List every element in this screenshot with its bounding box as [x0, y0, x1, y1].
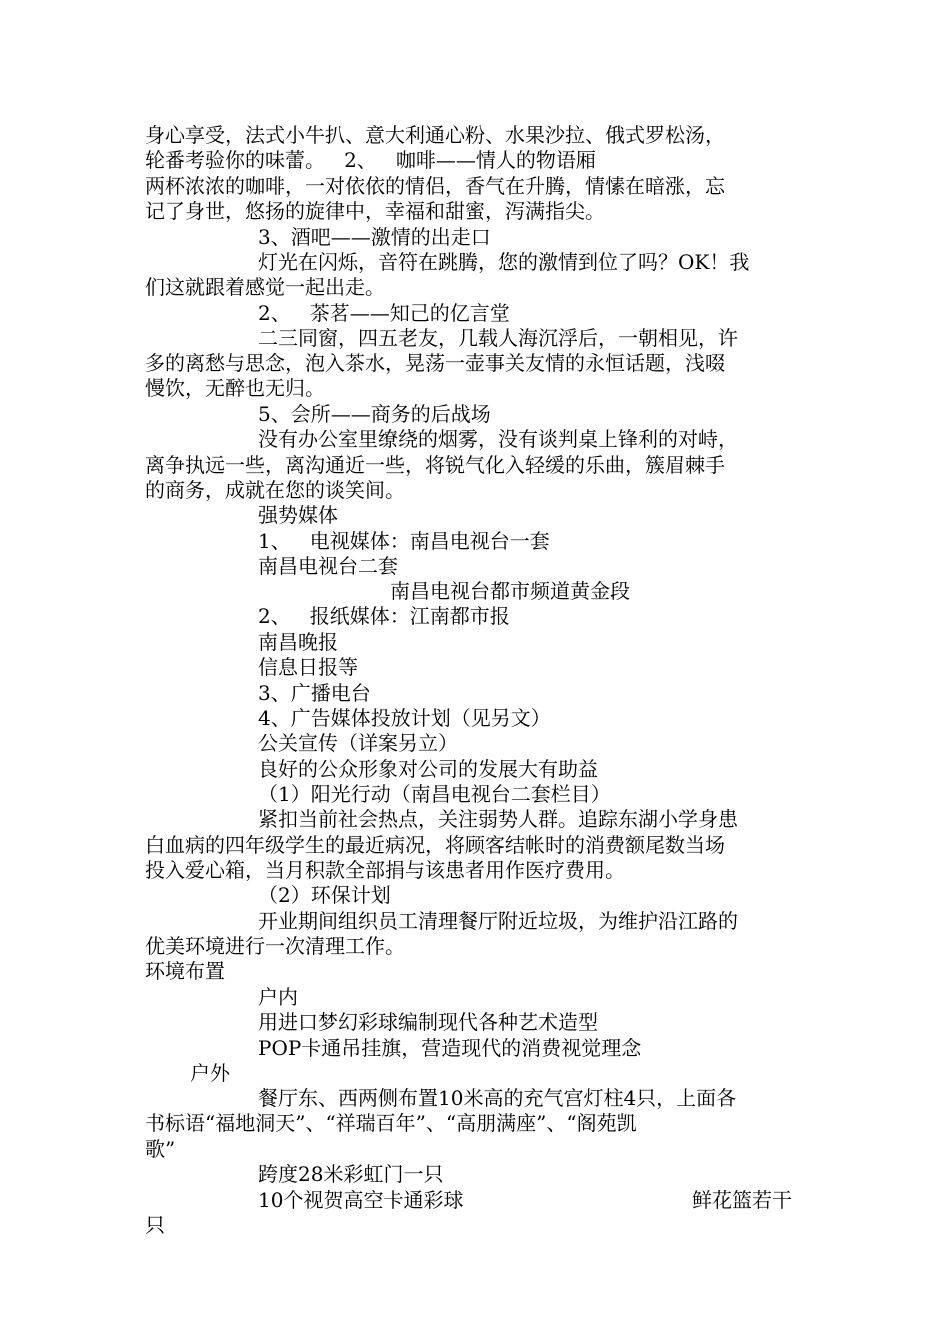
text-line: 10个视贺高空卡通彩球 [258, 1188, 464, 1212]
text-line: 书标语“福地洞天”、“祥瑞百年”、“高朋满座”、“阁苑凯 [145, 1111, 637, 1135]
section-heading: 环境布置 [145, 959, 225, 983]
text-line: 只 [145, 1213, 165, 1237]
text-line: 南昌电视台二套 [258, 554, 398, 578]
text-line: 两杯浓浓的咖啡，一对依依的情侣，香气在升腾，情愫在暗涨，忘 [145, 174, 725, 198]
text-line: 的商务，成就在您的谈笑间。 [145, 478, 405, 502]
text-line: 良好的公众形象对公司的发展大有助益 [258, 757, 598, 781]
text-line: 鲜花篮若干 [692, 1188, 792, 1212]
text-line: （2）环保计划 [258, 883, 391, 907]
text-line: 身心享受，法式小牛扒、意大利通心粉、水果沙拉、俄式罗松汤， [145, 123, 725, 147]
text-line: 开业期间组织员工清理餐厅附近垃圾，为维护沿江路的 [258, 909, 738, 933]
text-line: 3、广播电台 [258, 681, 371, 705]
text-line: 户内 [258, 985, 298, 1009]
text-line: 南昌晚报 [258, 630, 338, 654]
text-line: 紧扣当前社会热点，关注弱势人群。追踪东湖小学身患 [258, 807, 738, 831]
text-line: 记了身世，悠扬的旋律中，幸福和甜蜜，泻满指尖。 [145, 199, 605, 223]
text-line: 用进口梦幻彩球编制现代各种艺术造型 [258, 1010, 598, 1034]
text-line: 轮番考验你的味蕾。 2、 咖啡——情人的物语厢 [145, 148, 596, 172]
text-line: 慢饮，无醉也无归。 [145, 376, 325, 400]
text-line: 2、 报纸媒体：江南都市报 [258, 604, 510, 628]
text-line: 3、酒吧——激情的出走口 [258, 225, 491, 249]
text-line: 多的离愁与思念，泡入茶水，晃荡一壶事关友情的永恒话题，浅啜 [145, 351, 725, 375]
text-line: 4、广告媒体投放计划（见另文） [258, 706, 551, 730]
text-line: 灯光在闪烁，音符在跳腾，您的激情到位了吗？OK！我 [258, 250, 750, 274]
text-line: 跨度28米彩虹门一只 [258, 1162, 444, 1186]
text-line: 离争执远一些，离沟通近一些，将锐气化入轻缓的乐曲，簇眉棘手 [145, 453, 725, 477]
text-line: 南昌电视台都市频道黄金段 [390, 579, 630, 603]
text-line: 户外 [190, 1061, 230, 1085]
text-line: 白血病的四年级学生的最近病况，将顾客结帐时的消费额尾数当场 [145, 833, 725, 857]
text-line: 们这就跟着感觉一起出走。 [145, 275, 385, 299]
section-heading: 强势媒体 [258, 503, 338, 527]
text-line: 餐厅东、西两侧布置10米高的充气宫灯柱4只，上面各 [258, 1086, 737, 1110]
text-line: 1、 电视媒体：南昌电视台一套 [258, 529, 550, 553]
text-line: （1）阳光行动（南昌电视台二套栏目） [258, 782, 611, 806]
text-line: 没有办公室里缭绕的烟雾，没有谈判桌上锋利的对峙， [258, 427, 738, 451]
text-line: 投入爱心箱，当月积款全部捐与该患者用作医疗费用。 [145, 858, 625, 882]
section-heading: 公关宣传（详案另立） [258, 731, 458, 755]
text-line: 二三同窗，四五老友，几载人海沉浮后，一朝相见，许 [258, 326, 738, 350]
text-line: POP卡通吊挂旗，营造现代的消费视觉理念 [258, 1036, 642, 1060]
text-line: 优美环境进行一次清理工作。 [145, 934, 405, 958]
text-line: 歌” [145, 1137, 176, 1161]
text-line: 信息日报等 [258, 655, 358, 679]
text-line: 2、 茶茗——知己的亿言堂 [258, 301, 510, 325]
text-line: 5、会所——商务的后战场 [258, 402, 491, 426]
